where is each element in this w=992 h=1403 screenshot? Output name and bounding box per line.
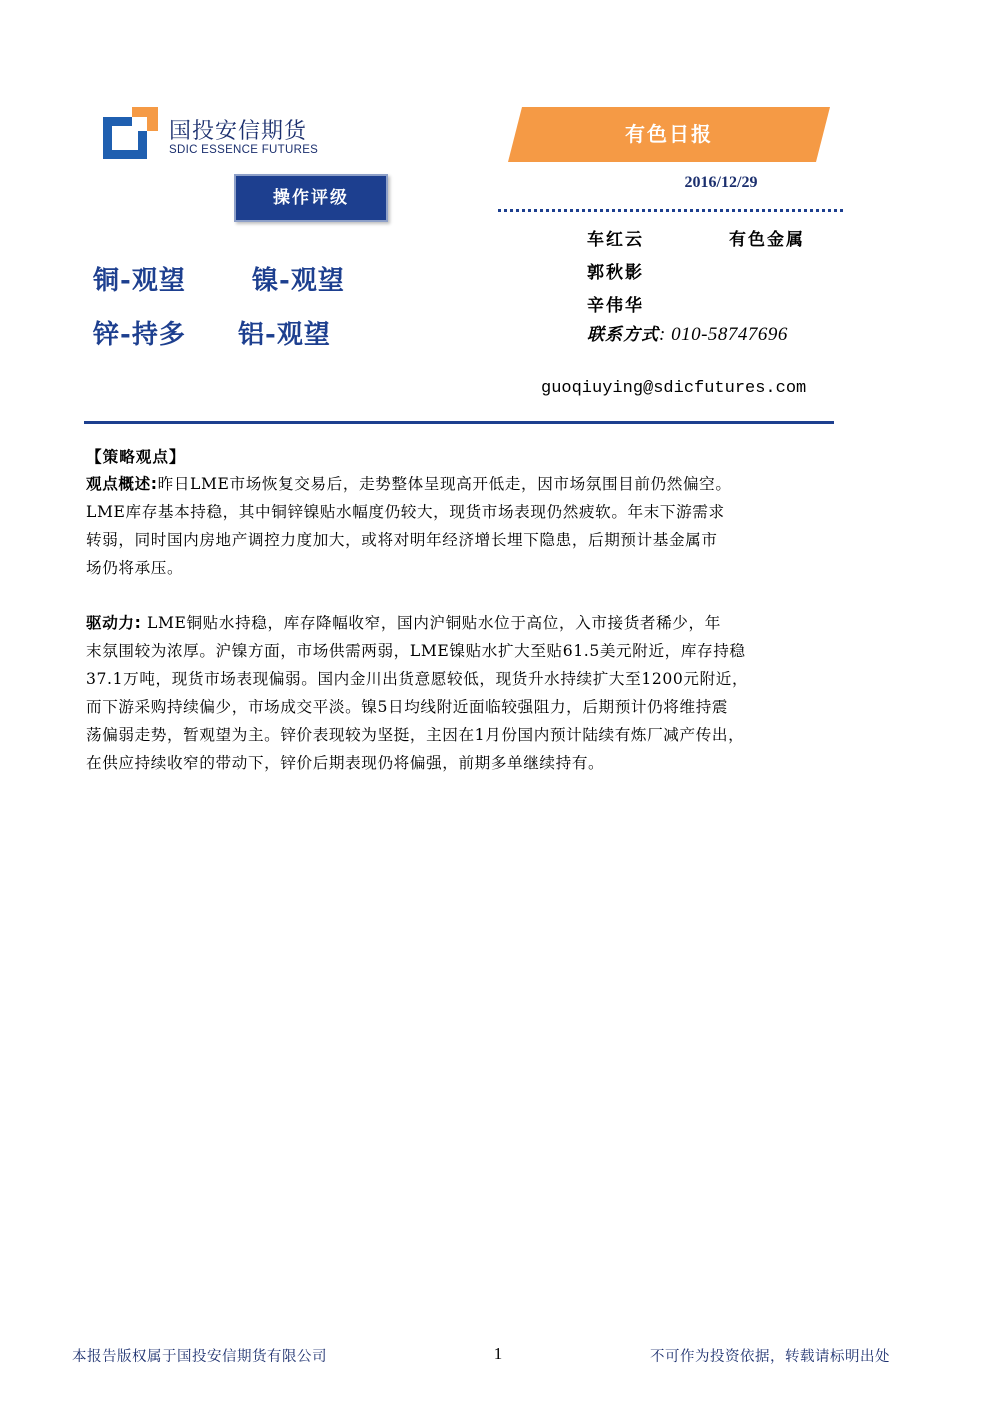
logo-mark-icon	[103, 107, 158, 159]
driver-paragraph: 驱动力: LME铜贴水持稳，库存降幅收窄，国内沪铜贴水位于高位，入市接货者稀少，年 末氛围较为浓厚。沪镍方面，市场供需两弱，LME镍贴水扩大至贴61.5美元附近，库存持稳 37.1万吨，现货市场表现偏弱。国内金川出货意愿较低，现货升水持续扩大至1200元附近， 而下游采购持续偏少，市场成交平淡。镍5日均线附近面临较强阻力，后期预计仍将维持震 荡偏弱走势，暂观望为主。锌价表现较为坚挺，主因在1月份国内预计陆续有炼厂减产传出， 在供应持续收窄的带动下，锌价后期表现仍将偏强，前期多单继续持有。	[86, 614, 749, 772]
author-name: 郭秋影	[587, 263, 644, 283]
report-type: 有色日报	[625, 122, 713, 146]
logo-english-name: SDIC ESSENCE FUTURES	[169, 144, 319, 156]
dotted-divider	[498, 209, 843, 212]
logo-chinese-name: 国投安信期货	[169, 119, 308, 144]
company-logo	[103, 104, 333, 160]
footer-copyright: 本报告版权属于国投安信期货有限公司	[72, 1349, 327, 1365]
page-number: 1	[493, 1344, 503, 1363]
rating-aluminum: 铝-观望	[238, 320, 331, 350]
report-type-banner	[508, 107, 830, 162]
contact-email[interactable]: guoqiuying@sdicfutures.com	[541, 379, 807, 398]
author-sector: 有色金属	[729, 230, 805, 250]
footer-disclaimer: 不可作为投资依据，转载请标明出处	[650, 1349, 890, 1365]
author-name: 辛伟华	[587, 296, 644, 316]
driver-label: 驱动力:	[86, 614, 142, 632]
report-date: 2016/12/29	[684, 174, 758, 191]
contact-label: 联系方式	[587, 325, 659, 345]
section-title: 【策略观点】	[86, 448, 186, 466]
rating-copper: 铜-观望	[93, 266, 186, 296]
operation-rating-label: 操作评级	[234, 174, 388, 222]
overview-paragraph: 观点概述:昨日LME市场恢复交易后，走势整体呈现高开低走，因市场氛围目前仍然偏空。 LME库存基本持稳，其中铜锌镍贴水幅度仍较大，现货市场表现仍然疲软。年末下游需求 转弱，同时国内房地产调控力度加大，或将对明年经济增长埋下隐患，后期预计基金属市 场仍将承压。	[86, 475, 732, 577]
contact-line: 联系方式: 010-58747696	[587, 324, 788, 345]
rating-zinc: 锌-持多	[93, 320, 186, 350]
contact-phone: 010-58747696	[671, 324, 788, 345]
rating-nickel: 镍-观望	[252, 266, 345, 296]
overview-label: 观点概述:	[86, 475, 158, 493]
author-name: 车红云	[587, 230, 644, 250]
header-divider	[84, 421, 834, 424]
